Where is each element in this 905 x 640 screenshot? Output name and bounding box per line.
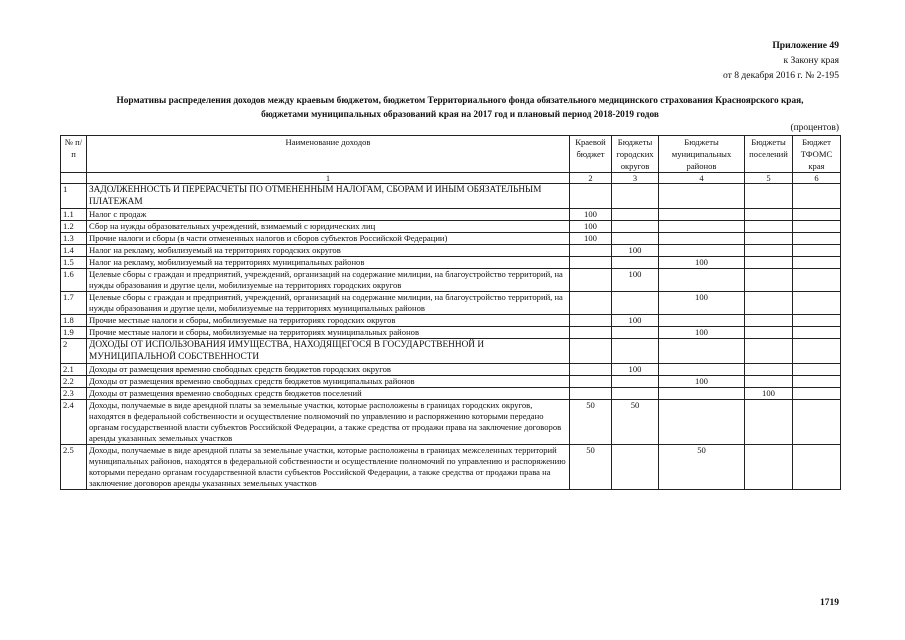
row-tfoms-value	[793, 257, 841, 269]
row-tfoms-value	[793, 233, 841, 245]
column-number-row	[61, 173, 841, 184]
row-city-value	[612, 257, 659, 269]
row-settlement-value	[745, 233, 793, 245]
row-tfoms-value	[793, 221, 841, 233]
row-number: 1	[61, 184, 87, 209]
row-city-value	[612, 376, 659, 388]
row-city-value	[612, 221, 659, 233]
row-number: 2	[61, 339, 87, 364]
row-number: 1.2	[61, 221, 87, 233]
appendix-law: к Закону края	[783, 55, 839, 66]
row-district-value	[659, 364, 745, 376]
row-settlement-value	[745, 257, 793, 269]
row-settlement-value	[745, 209, 793, 221]
row-settlement-value	[745, 315, 793, 327]
appendix-block	[723, 38, 839, 83]
row-income-name: Сбор на нужды образовательных учреждений, взимаемый с юридических лиц	[87, 221, 570, 233]
row-regional-value: 100	[570, 233, 612, 245]
row-regional-value	[570, 339, 612, 364]
row-regional-value: 50	[570, 445, 612, 490]
row-number: 1.5	[61, 257, 87, 269]
row-city-value	[612, 209, 659, 221]
row-number: 2.1	[61, 364, 87, 376]
row-regional-value	[570, 376, 612, 388]
row-settlement-value	[745, 376, 793, 388]
row-income-name: Целевые сборы с граждан и предприятий, учреждений, организаций на содержание милиции, на благоустройство территорий, на нужды образования и другие цели, мобилизуемые на территориях городских округов	[87, 269, 570, 292]
table-row	[61, 339, 841, 364]
row-regional-value	[570, 388, 612, 400]
row-tfoms-value	[793, 315, 841, 327]
row-district-value: 50	[659, 445, 745, 490]
header-name: Наименование доходов	[87, 136, 570, 173]
row-regional-value: 100	[570, 209, 612, 221]
row-income-name: Налог на рекламу, мобилизуемый на территориях муниципальных районов	[87, 257, 570, 269]
table-row	[61, 327, 841, 339]
row-settlement-value	[745, 327, 793, 339]
column-number: 2	[570, 173, 612, 184]
row-number: 1.4	[61, 245, 87, 257]
table-row	[61, 221, 841, 233]
row-tfoms-value	[793, 327, 841, 339]
row-income-name: Доходы от размещения временно свободных средств бюджетов городских округов	[87, 364, 570, 376]
row-number: 2.4	[61, 400, 87, 445]
row-income-name: Доходы от размещения временно свободных средств бюджетов поселений	[87, 388, 570, 400]
row-income-name: ДОХОДЫ ОТ ИСПОЛЬЗОВАНИЯ ИМУЩЕСТВА, НАХОДЯЩЕГОСЯ В ГОСУДАРСТВЕННОЙ И МУНИЦИПАЛЬНОЙ СОБСТВЕННОСТИ	[87, 339, 570, 364]
norms-table	[60, 135, 841, 490]
row-settlement-value	[745, 364, 793, 376]
row-district-value: 100	[659, 327, 745, 339]
appendix-title: Приложение 49	[772, 40, 839, 51]
row-income-name: Прочие налоги и сборы (в части отмененных налогов и сборов субъектов Российской Федерации)	[87, 233, 570, 245]
header-regional: Краевой бюджет	[570, 136, 612, 173]
row-regional-value: 50	[570, 400, 612, 445]
row-number: 2.3	[61, 388, 87, 400]
row-district-value: 100	[659, 376, 745, 388]
row-settlement-value	[745, 292, 793, 315]
row-regional-value	[570, 292, 612, 315]
column-number-blank	[61, 173, 87, 184]
row-district-value	[659, 315, 745, 327]
header-tfoms: Бюджет ТФОМС края	[793, 136, 841, 173]
row-income-name: Прочие местные налоги и сборы, мобилизуемые на территориях городских округов	[87, 315, 570, 327]
table-row	[61, 445, 841, 490]
row-city-value: 100	[612, 269, 659, 292]
column-number: 4	[659, 173, 745, 184]
table-row	[61, 257, 841, 269]
row-regional-value	[570, 245, 612, 257]
column-number: 6	[793, 173, 841, 184]
page-number: 1719	[820, 598, 839, 608]
row-number: 1.3	[61, 233, 87, 245]
table-row	[61, 364, 841, 376]
row-city-value	[612, 339, 659, 364]
row-number: 2.2	[61, 376, 87, 388]
row-number: 2.5	[61, 445, 87, 490]
row-number: 1.8	[61, 315, 87, 327]
row-settlement-value	[745, 269, 793, 292]
row-income-name: Доходы, получаемые в виде арендной платы за земельные участки, которые расположены в границах межселенных территорий муниципальных районов, находятся в федеральной собственности и осуществление полномочий по управлению и распоряжению которыми передано органам государственной власти субъектов Российской Федерации, а также средства от продажи права на заключение договоров аренды указанных земельных участков	[87, 445, 570, 490]
header-settlement: Бюджеты поселений	[745, 136, 793, 173]
row-district-value	[659, 221, 745, 233]
column-number: 5	[745, 173, 793, 184]
table-row	[61, 269, 841, 292]
row-city-value	[612, 445, 659, 490]
row-number: 1.7	[61, 292, 87, 315]
row-number: 1.6	[61, 269, 87, 292]
table-row	[61, 245, 841, 257]
row-tfoms-value	[793, 445, 841, 490]
table-row	[61, 233, 841, 245]
row-regional-value	[570, 364, 612, 376]
appendix-date: от 8 декабря 2016 г. № 2-195	[722, 70, 839, 81]
title-line-2: бюджетами муниципальных образований края на 2017 год и плановый период 2018-2019 годов	[261, 110, 659, 120]
row-regional-value	[570, 315, 612, 327]
table-row	[61, 315, 841, 327]
table-row	[61, 388, 841, 400]
row-settlement-value	[745, 245, 793, 257]
column-number: 3	[612, 173, 659, 184]
row-regional-value	[570, 269, 612, 292]
row-tfoms-value	[793, 400, 841, 445]
row-number: 1.9	[61, 327, 87, 339]
table-row	[61, 400, 841, 445]
row-income-name: Прочие местные налоги и сборы, мобилизуемые на территориях муниципальных районов	[87, 327, 570, 339]
row-district-value: 100	[659, 292, 745, 315]
row-city-value: 100	[612, 315, 659, 327]
row-city-value	[612, 184, 659, 209]
header-city: Бюджеты городских округов	[612, 136, 659, 173]
header-row	[61, 136, 841, 173]
table-row	[61, 209, 841, 221]
row-regional-value	[570, 184, 612, 209]
row-settlement-value	[745, 400, 793, 445]
row-regional-value	[570, 327, 612, 339]
row-settlement-value	[745, 221, 793, 233]
row-district-value	[659, 245, 745, 257]
row-city-value: 50	[612, 400, 659, 445]
row-tfoms-value	[793, 269, 841, 292]
row-tfoms-value	[793, 245, 841, 257]
row-district-value	[659, 269, 745, 292]
row-income-name: Доходы от размещения временно свободных средств бюджетов муниципальных районов	[87, 376, 570, 388]
table-row	[61, 376, 841, 388]
column-number: 1	[87, 173, 570, 184]
row-regional-value: 100	[570, 221, 612, 233]
table-body	[61, 184, 841, 490]
row-settlement-value	[745, 445, 793, 490]
document-title	[40, 94, 880, 122]
row-tfoms-value	[793, 292, 841, 315]
row-district-value	[659, 388, 745, 400]
row-settlement-value	[745, 339, 793, 364]
row-city-value	[612, 388, 659, 400]
row-income-name: Налог на рекламу, мобилизуемый на территориях городских округов	[87, 245, 570, 257]
row-tfoms-value	[793, 184, 841, 209]
row-settlement-value: 100	[745, 388, 793, 400]
row-district-value	[659, 184, 745, 209]
row-settlement-value	[745, 184, 793, 209]
row-city-value: 100	[612, 245, 659, 257]
header-district: Бюджеты муниципальных районов	[659, 136, 745, 173]
header-num: № п/п	[61, 136, 87, 173]
row-income-name: Доходы, получаемые в виде арендной платы за земельные участки, которые расположены в границах городских округов, находятся в федеральной собственности и осуществление полномочий по управлению и распоряжению которыми передано органам государственной власти субъектов Российской Федерации, а также средства от продажи права на заключение договоров аренды указанных земельных участков	[87, 400, 570, 445]
row-income-name: Целевые сборы с граждан и предприятий, учреждений, организаций на содержание милиции, на благоустройство территорий, на нужды образования и другие цели, мобилизуемые на территориях муниципальных районов	[87, 292, 570, 315]
row-income-name: Налог с продаж	[87, 209, 570, 221]
row-income-name: ЗАДОЛЖЕННОСТЬ И ПЕРЕРАСЧЕТЫ ПО ОТМЕНЕННЫМ НАЛОГАМ, СБОРАМ И ИНЫМ ОБЯЗАТЕЛЬНЫМ ПЛАТЕЖАМ	[87, 184, 570, 209]
row-tfoms-value	[793, 364, 841, 376]
row-tfoms-value	[793, 388, 841, 400]
table-row	[61, 292, 841, 315]
title-line-1: Нормативы распределения доходов между краевым бюджетом, бюджетом Территориального фонда обязательного медицинского страхования Красноярского края,	[116, 96, 804, 106]
row-regional-value	[570, 257, 612, 269]
row-city-value: 100	[612, 364, 659, 376]
row-tfoms-value	[793, 376, 841, 388]
row-district-value	[659, 339, 745, 364]
row-city-value	[612, 292, 659, 315]
row-district-value	[659, 233, 745, 245]
row-city-value	[612, 327, 659, 339]
row-tfoms-value	[793, 209, 841, 221]
row-district-value: 100	[659, 257, 745, 269]
row-tfoms-value	[793, 339, 841, 364]
row-city-value	[612, 233, 659, 245]
unit-label: (процентов)	[790, 123, 839, 133]
row-number: 1.1	[61, 209, 87, 221]
row-district-value	[659, 209, 745, 221]
row-district-value	[659, 400, 745, 445]
table-row	[61, 184, 841, 209]
